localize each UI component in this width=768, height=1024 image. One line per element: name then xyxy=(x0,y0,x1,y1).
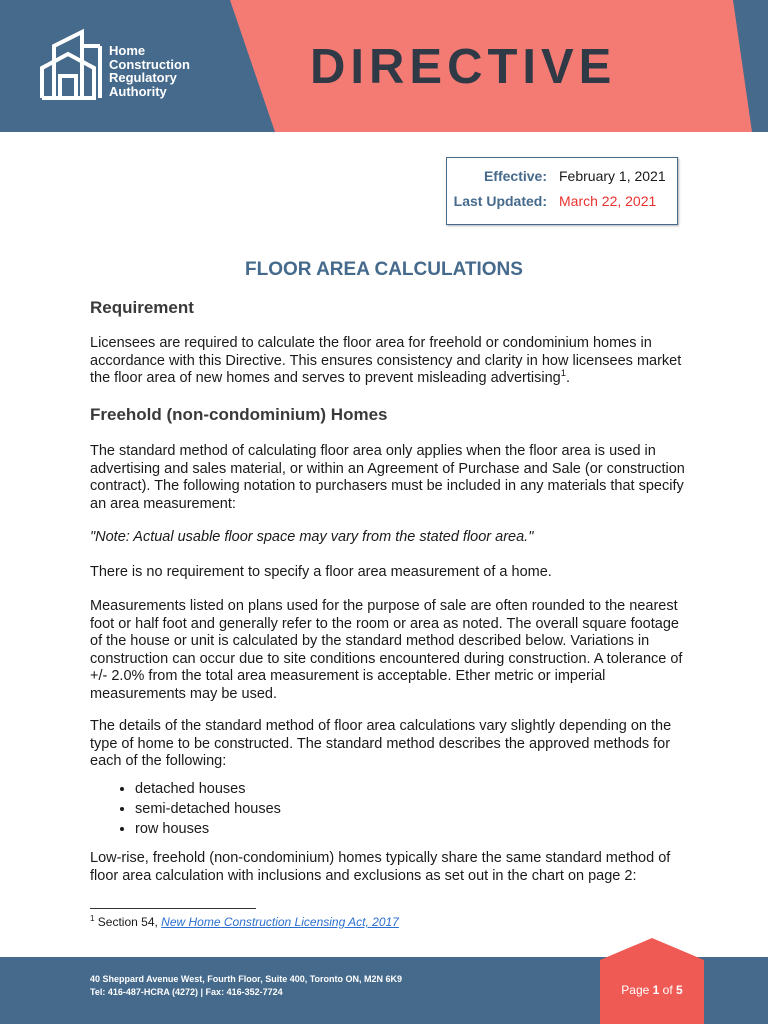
logo-line: Authority xyxy=(109,83,167,99)
note-paragraph: "Note: Actual usable floor space may vary from the stated floor area." xyxy=(90,529,534,545)
page-of: of xyxy=(659,983,677,997)
page-total: 5 xyxy=(676,983,683,997)
updated-value: March 22, 2021 xyxy=(559,193,657,209)
logo-line: Construction xyxy=(109,56,190,72)
footnote-text: Section 54, xyxy=(94,915,162,929)
section-heading-requirement: Requirement xyxy=(90,298,194,317)
updated-row xyxy=(447,193,677,213)
banner-title: DIRECTIVE xyxy=(310,40,617,94)
requirement-end: . xyxy=(566,370,571,386)
freehold-paragraph: The standard method of calculating floor area only applies when the floor area is used in advertising and sales material, or within an Agreement of Purchase and Sale (or construction contract). The following notation to purchasers must be included in any materials that specify an area measurement: xyxy=(90,443,685,512)
act-link[interactable]: New Home Construction Licensing Act, 2017 xyxy=(161,915,399,929)
section-heading-freehold: Freehold (non-condominium) Homes xyxy=(90,405,388,424)
page-label: Page xyxy=(621,983,653,997)
requirement-paragraph xyxy=(90,335,690,388)
list-item: • detached houses xyxy=(135,779,281,799)
footnote xyxy=(90,914,399,929)
logo-line: Regulatory xyxy=(109,70,177,85)
no-requirement-paragraph: There is no requirement to specify a floor area measurement of a home. xyxy=(90,564,552,580)
page-indicator xyxy=(600,983,704,997)
home-types-list xyxy=(90,779,281,839)
updated-label: Last Updated: xyxy=(453,193,547,209)
footnote-mark: 1 xyxy=(90,914,95,923)
requirement-text: Licensees are required to calculate the floor area for freehold or condominium homes in accordance with this Directive. This ensures consistency and clarity in how licensees market the floor area of new homes and serves to prevent misleading advertising xyxy=(90,335,682,386)
building-logo-icon xyxy=(38,28,104,102)
footnote-ref: 1 xyxy=(560,368,567,380)
effective-value: February 1, 2021 xyxy=(559,168,666,184)
list-item: • semi-detached houses xyxy=(135,799,281,819)
lowrise-paragraph: Low-rise, freehold (non-condominium) homes typically share the same standard method of floor area calculation with inclusions and exclusions as set out in the chart on page 2: xyxy=(90,850,671,884)
footer-address: 40 Sheppard Avenue West, Fourth Floor, Suite 400, Toronto ON, M2N 6K9 xyxy=(90,974,403,984)
footer-phone-fax: Tel: 416-487-HCRA (4272) | Fax: 416-352-7724 xyxy=(90,987,283,997)
measurements-paragraph: Measurements listed on plans used for the purpose of sale are often rounded to the nearest foot or half foot and generally refer to the room or area as noted. The overall square footage of the house or unit is calculated by the standard method described below. Variations in construction can occur due to site conditions encountered during construction. A tolerance of +/- 2.0% from the total area measurement is acceptable. Ether metric or imperial measurements may be used. xyxy=(90,598,683,702)
page-current: 1 xyxy=(652,983,660,997)
document-title: FLOOR AREA CALCULATIONS xyxy=(245,259,523,280)
list-item: • row houses xyxy=(135,819,281,839)
details-paragraph: The details of the standard method of floor area calculations vary slightly depending on the type of home to be constructed. The standard method describes the approved methods for each of the following: xyxy=(90,718,672,769)
header-banner xyxy=(0,0,768,132)
page-tab-shape xyxy=(600,938,704,1024)
footer-contact xyxy=(90,973,402,999)
effective-row xyxy=(447,168,677,188)
footnote-divider xyxy=(90,908,256,909)
dates-box xyxy=(446,157,678,225)
effective-label: Effective: xyxy=(483,168,547,184)
logo-wordmark xyxy=(109,44,190,98)
logo-line: Home xyxy=(109,43,146,58)
